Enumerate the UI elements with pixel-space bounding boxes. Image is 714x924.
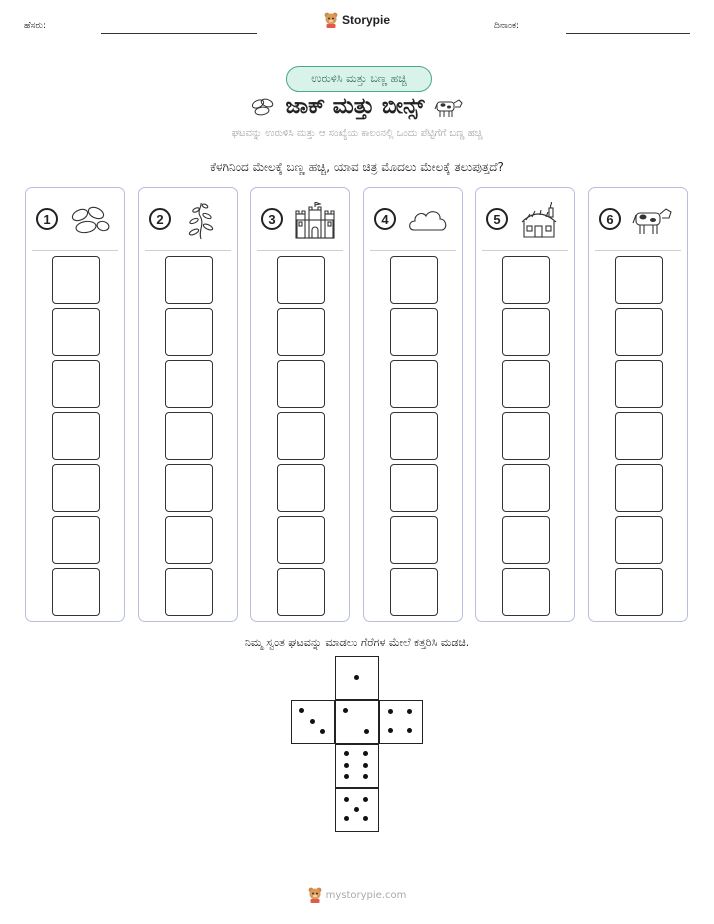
brand-name: Storypie (342, 13, 391, 27)
color-box[interactable] (502, 308, 550, 356)
question-text: ಕೆಳಗಿನಿಂದ ಮೇಲಕ್ಕೆ ಬಣ್ಣ ಹಚ್ಚಿ, ಯಾವ ಚಿತ್ರ ಮೊದಲು ಮೇಲಕ್ಕೆ ತಲುಪುತ್ತದೆ? (210, 160, 504, 174)
column-divider (595, 250, 681, 251)
beanstalk-icon (181, 202, 225, 240)
pip (343, 708, 348, 713)
color-box[interactable] (52, 516, 100, 564)
column-divider (145, 250, 231, 251)
pip (363, 751, 368, 756)
beans-icon (250, 96, 276, 118)
color-box[interactable] (277, 256, 325, 304)
beans-icon (68, 202, 112, 238)
color-box[interactable] (165, 360, 213, 408)
castle-icon (293, 202, 337, 240)
pip (364, 729, 369, 734)
color-box[interactable] (615, 308, 663, 356)
color-box[interactable] (52, 568, 100, 616)
die-face-2 (335, 700, 379, 744)
die-instruction: ನಿಮ್ಮ ಸ್ವಂತ ಘಟವನ್ನು ಮಾಡಲು ಗೆರೆಗಳ ಮೇಲೆ ಕತ್ತರಿಸಿ ಮಡಚಿ. (244, 636, 470, 649)
color-box[interactable] (52, 256, 100, 304)
color-box[interactable] (502, 256, 550, 304)
activity-pill: ಉರುಳಿಸಿ ಮತ್ತು ಬಣ್ಣ ಹಚ್ಚಿ (286, 66, 432, 92)
die-face-1 (335, 656, 379, 700)
storypie-bear-logo-icon (308, 887, 322, 903)
brand-logo (324, 12, 390, 28)
column-3 (250, 187, 350, 622)
color-box[interactable] (390, 516, 438, 564)
column-header (26, 202, 124, 238)
column-2 (138, 187, 238, 622)
column-number: 6 (599, 208, 621, 230)
column-header (251, 202, 349, 238)
pip (407, 728, 412, 733)
color-box[interactable] (502, 412, 550, 460)
cloud-icon (406, 202, 450, 238)
pip (344, 763, 349, 768)
color-box[interactable] (277, 464, 325, 512)
pip (354, 675, 359, 680)
color-box[interactable] (52, 412, 100, 460)
title-text: ಜಾಕ್ ಮತ್ತು ಬೀನ್ಸ್ (285, 94, 425, 119)
column-number: 1 (36, 208, 58, 230)
column-divider (370, 250, 456, 251)
color-box[interactable] (502, 464, 550, 512)
column-1 (25, 187, 125, 622)
column-4 (363, 187, 463, 622)
color-box[interactable] (165, 256, 213, 304)
pip (388, 728, 393, 733)
pip (363, 774, 368, 779)
storypie-bear-logo-icon (324, 12, 338, 28)
color-box[interactable] (277, 568, 325, 616)
color-box[interactable] (390, 256, 438, 304)
color-box[interactable] (165, 516, 213, 564)
color-box[interactable] (390, 308, 438, 356)
color-box[interactable] (615, 360, 663, 408)
cow-icon (631, 202, 675, 238)
pip (299, 708, 304, 713)
column-divider (257, 250, 343, 251)
column-number: 3 (261, 208, 283, 230)
color-box[interactable] (165, 568, 213, 616)
cow-icon (434, 95, 464, 119)
column-header (139, 202, 237, 238)
pip (344, 751, 349, 756)
color-box[interactable] (502, 360, 550, 408)
name-line[interactable] (101, 33, 257, 34)
footer (0, 887, 714, 903)
column-divider (32, 250, 118, 251)
pip (363, 763, 368, 768)
color-box[interactable] (390, 568, 438, 616)
date-line[interactable] (566, 33, 690, 34)
cottage-icon (518, 202, 562, 240)
color-box[interactable] (52, 308, 100, 356)
pip (354, 807, 359, 812)
color-box[interactable] (615, 568, 663, 616)
color-box[interactable] (615, 412, 663, 460)
color-box[interactable] (52, 464, 100, 512)
column-number: 5 (486, 208, 508, 230)
color-box[interactable] (277, 360, 325, 408)
color-box[interactable] (165, 412, 213, 460)
color-box[interactable] (277, 516, 325, 564)
pip (320, 729, 325, 734)
pip (388, 709, 393, 714)
column-5 (475, 187, 575, 622)
subtitle: ಘಟವನ್ನು ಉರುಳಿಸಿ ಮತ್ತು ಆ ಸಂಖ್ಯೆಯ ಕಾಲಂನಲ್ಲಿ ಒಂದು ಪೆಟ್ಟಿಗೆಗೆ ಬಣ್ಣ ಹಚ್ಚಿ (231, 128, 483, 139)
pip (310, 719, 315, 724)
color-box[interactable] (615, 516, 663, 564)
footer-url[interactable]: mystorypie.com (325, 889, 407, 901)
name-label: ಹೆಸರು: (24, 21, 47, 31)
die-face-6 (335, 744, 379, 788)
die-face-3 (291, 700, 335, 744)
die-face-5 (335, 788, 379, 832)
column-6 (588, 187, 688, 622)
color-box[interactable] (390, 360, 438, 408)
pip (363, 816, 368, 821)
color-box[interactable] (277, 412, 325, 460)
page-title (0, 94, 714, 119)
color-box[interactable] (502, 568, 550, 616)
pip (363, 797, 368, 802)
color-box[interactable] (165, 308, 213, 356)
color-box[interactable] (165, 464, 213, 512)
date-label: ದಿನಾಂಕ: (494, 21, 520, 31)
column-header (364, 202, 462, 238)
color-box[interactable] (502, 516, 550, 564)
column-header (589, 202, 687, 238)
column-number: 2 (149, 208, 171, 230)
color-box[interactable] (52, 360, 100, 408)
color-box[interactable] (390, 412, 438, 460)
die-face-4 (379, 700, 423, 744)
pip (407, 709, 412, 714)
column-divider (482, 250, 568, 251)
column-header (476, 202, 574, 238)
color-box[interactable] (615, 256, 663, 304)
color-box[interactable] (390, 464, 438, 512)
pip (344, 797, 349, 802)
color-box[interactable] (615, 464, 663, 512)
column-number: 4 (374, 208, 396, 230)
color-box[interactable] (277, 308, 325, 356)
pip (344, 774, 349, 779)
pip (344, 816, 349, 821)
